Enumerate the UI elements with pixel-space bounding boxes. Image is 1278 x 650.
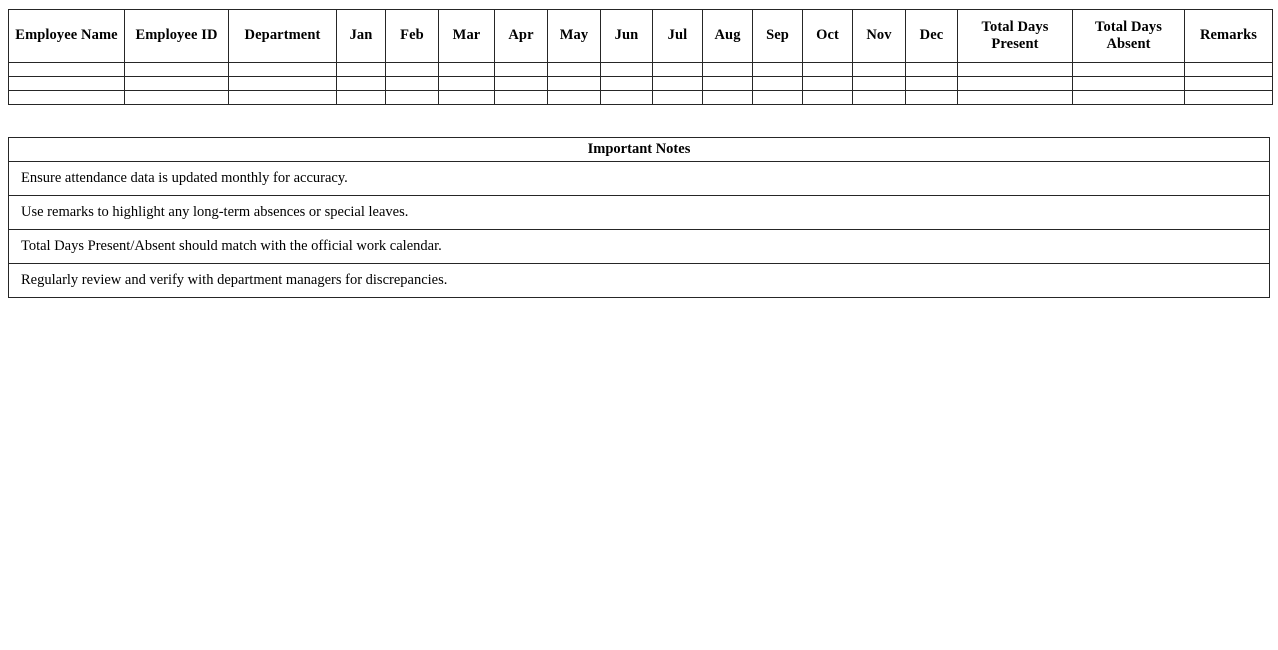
- cell-mar[interactable]: [439, 77, 495, 91]
- cell-feb[interactable]: [386, 91, 439, 105]
- note-text: Ensure attendance data is updated monthly for accuracy.: [9, 162, 1270, 196]
- cell-sep[interactable]: [753, 91, 803, 105]
- cell-employee-id[interactable]: [125, 91, 229, 105]
- cell-dec[interactable]: [906, 63, 958, 77]
- cell-apr[interactable]: [495, 63, 548, 77]
- cell-total-days-absent[interactable]: [1073, 77, 1185, 91]
- cell-aug[interactable]: [703, 77, 753, 91]
- cell-may[interactable]: [548, 77, 601, 91]
- cell-department[interactable]: [229, 63, 337, 77]
- cell-jan[interactable]: [337, 77, 386, 91]
- column-header-remarks: Remarks: [1185, 10, 1273, 63]
- important-notes-table: [8, 137, 1270, 298]
- cell-mar[interactable]: [439, 63, 495, 77]
- column-header-mar: Mar: [439, 10, 495, 63]
- cell-dec[interactable]: [906, 91, 958, 105]
- cell-dec[interactable]: [906, 77, 958, 91]
- cell-remarks[interactable]: [1185, 63, 1273, 77]
- cell-nov[interactable]: [853, 91, 906, 105]
- notes-header-row: [9, 138, 1270, 162]
- cell-total-days-present[interactable]: [958, 91, 1073, 105]
- notes-section-title: Important Notes: [9, 138, 1270, 162]
- cell-nov[interactable]: [853, 63, 906, 77]
- note-text: Use remarks to highlight any long-term absences or special leaves.: [9, 196, 1270, 230]
- cell-apr[interactable]: [495, 77, 548, 91]
- cell-department[interactable]: [229, 91, 337, 105]
- list-item: [9, 230, 1270, 264]
- cell-feb[interactable]: [386, 63, 439, 77]
- column-header-jan: Jan: [337, 10, 386, 63]
- column-header-jun: Jun: [601, 10, 653, 63]
- cell-remarks[interactable]: [1185, 77, 1273, 91]
- cell-oct[interactable]: [803, 63, 853, 77]
- attendance-table-body: [9, 63, 1273, 105]
- column-header-nov: Nov: [853, 10, 906, 63]
- column-header-oct: Oct: [803, 10, 853, 63]
- cell-jul[interactable]: [653, 91, 703, 105]
- column-header-aug: Aug: [703, 10, 753, 63]
- cell-total-days-present[interactable]: [958, 77, 1073, 91]
- cell-sep[interactable]: [753, 63, 803, 77]
- cell-jul[interactable]: [653, 63, 703, 77]
- notes-table-body: [9, 162, 1270, 298]
- cell-sep[interactable]: [753, 77, 803, 91]
- column-header-feb: Feb: [386, 10, 439, 63]
- cell-jun[interactable]: [601, 77, 653, 91]
- cell-employee-name[interactable]: [9, 63, 125, 77]
- list-item: [9, 264, 1270, 298]
- attendance-table-container: [8, 9, 1270, 105]
- cell-aug[interactable]: [703, 63, 753, 77]
- column-header-jul: Jul: [653, 10, 703, 63]
- cell-employee-name[interactable]: [9, 77, 125, 91]
- column-header-total-days-present: Total Days Present: [958, 10, 1073, 63]
- cell-remarks[interactable]: [1185, 91, 1273, 105]
- cell-employee-name[interactable]: [9, 91, 125, 105]
- cell-may[interactable]: [548, 63, 601, 77]
- list-item: [9, 162, 1270, 196]
- cell-department[interactable]: [229, 77, 337, 91]
- cell-jan[interactable]: [337, 91, 386, 105]
- cell-jul[interactable]: [653, 77, 703, 91]
- cell-total-days-absent[interactable]: [1073, 63, 1185, 77]
- note-text: Total Days Present/Absent should match with the official work calendar.: [9, 230, 1270, 264]
- cell-may[interactable]: [548, 91, 601, 105]
- table-row[interactable]: [9, 63, 1273, 77]
- column-header-may: May: [548, 10, 601, 63]
- cell-total-days-present[interactable]: [958, 63, 1073, 77]
- cell-oct[interactable]: [803, 91, 853, 105]
- column-header-total-days-absent: Total Days Absent: [1073, 10, 1185, 63]
- cell-aug[interactable]: [703, 91, 753, 105]
- column-header-department: Department: [229, 10, 337, 63]
- note-text: Regularly review and verify with department managers for discrepancies.: [9, 264, 1270, 298]
- column-header-dec: Dec: [906, 10, 958, 63]
- cell-mar[interactable]: [439, 91, 495, 105]
- cell-oct[interactable]: [803, 77, 853, 91]
- table-row[interactable]: [9, 91, 1273, 105]
- cell-jun[interactable]: [601, 91, 653, 105]
- column-header-employee-name: Employee Name: [9, 10, 125, 63]
- column-header-employee-id: Employee ID: [125, 10, 229, 63]
- cell-jan[interactable]: [337, 63, 386, 77]
- column-header-sep: Sep: [753, 10, 803, 63]
- cell-nov[interactable]: [853, 77, 906, 91]
- column-header-apr: Apr: [495, 10, 548, 63]
- cell-apr[interactable]: [495, 91, 548, 105]
- cell-feb[interactable]: [386, 77, 439, 91]
- table-header-row: [9, 10, 1273, 63]
- list-item: [9, 196, 1270, 230]
- table-row[interactable]: [9, 77, 1273, 91]
- cell-total-days-absent[interactable]: [1073, 91, 1185, 105]
- cell-jun[interactable]: [601, 63, 653, 77]
- cell-employee-id[interactable]: [125, 63, 229, 77]
- important-notes-container: [8, 137, 1270, 298]
- cell-employee-id[interactable]: [125, 77, 229, 91]
- employee-attendance-table: [8, 9, 1273, 105]
